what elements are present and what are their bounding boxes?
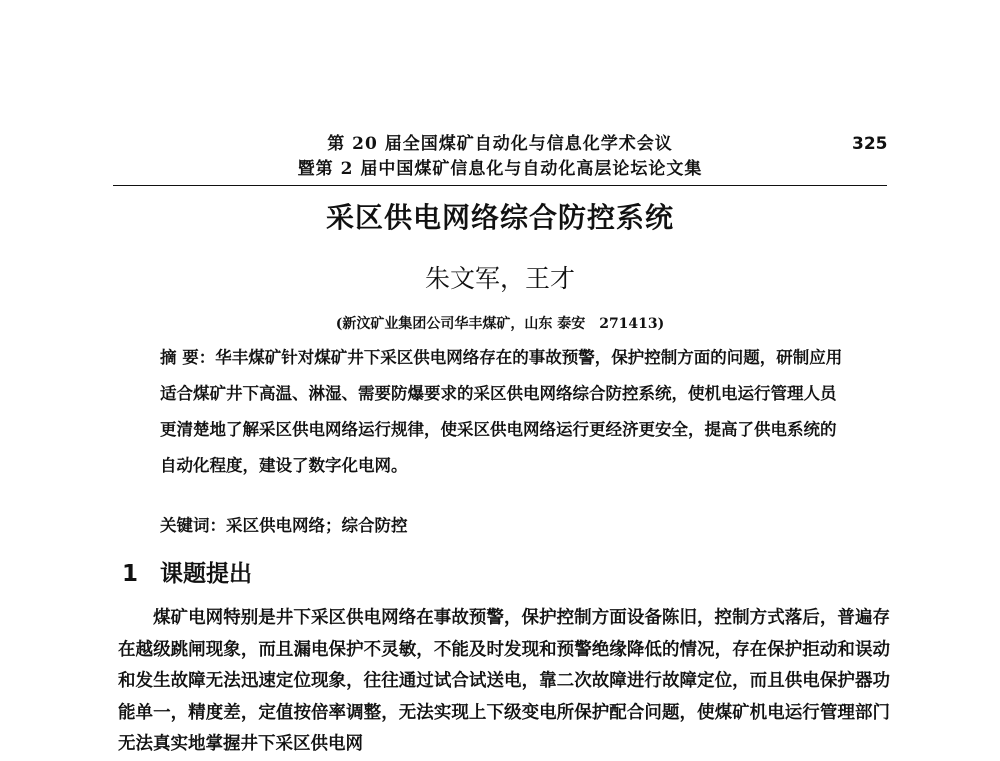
keywords-label: 关键词： [160,516,226,535]
keywords-text: 采区供电网络；综合防控 [226,516,408,535]
abstract [160,340,848,484]
page-number: 325 [852,134,888,154]
conference-header-line-1: 第 20 届全国煤矿自动化与信息化学术会议 [327,134,673,154]
section-heading [122,557,252,591]
conference-header-line-2: 暨第 2 届中国煤矿信息化与自动化高层论坛论文集 [297,159,703,179]
section-paragraph: 煤矿电网特别是井下采区供电网络在事故预警，保护控制方面设备陈旧，控制方式落后，普遍存在越级跳闸现象，而且漏电保护不灵敏，不能及时发现和预警绝缘降低的情况，存在保护拒动和误动和发生故障无法迅速定位现象，往往通过试合试送电，靠二次故障进行故障定位，而且供电保护器功能单一，精度差，定值按倍率调整，无法实现上下级变电所保护配合问题，使煤矿机电运行管理部门无法真实地掌握井下采区供电网 [118,608,890,754]
header-rule [113,185,887,186]
author-affiliation: (新汶矿业集团公司华丰煤矿，山东 泰安 271413) [335,316,665,332]
section-title: 课题提出 [160,561,252,587]
abstract-label: 摘 要： [160,348,216,367]
paper-title: 采区供电网络综合防控系统 [325,201,674,234]
abstract-text: 华丰煤矿针对煤矿井下采区供电网络存在的事故预警，保护控制方面的问题，研制应用适合煤矿井下高温、淋湿、需要防爆要求的采区供电网络综合防控系统，使机电运行管理人员更清楚地了解采区供电网络运行规律，使采区供电网络运行更经济更安全，提高了供电系统的自动化程度，建设了数字化电网。 [160,348,843,475]
keywords [160,512,848,540]
section-number: 1 [122,561,139,587]
paper-authors: 朱文军，王才 [424,264,575,293]
